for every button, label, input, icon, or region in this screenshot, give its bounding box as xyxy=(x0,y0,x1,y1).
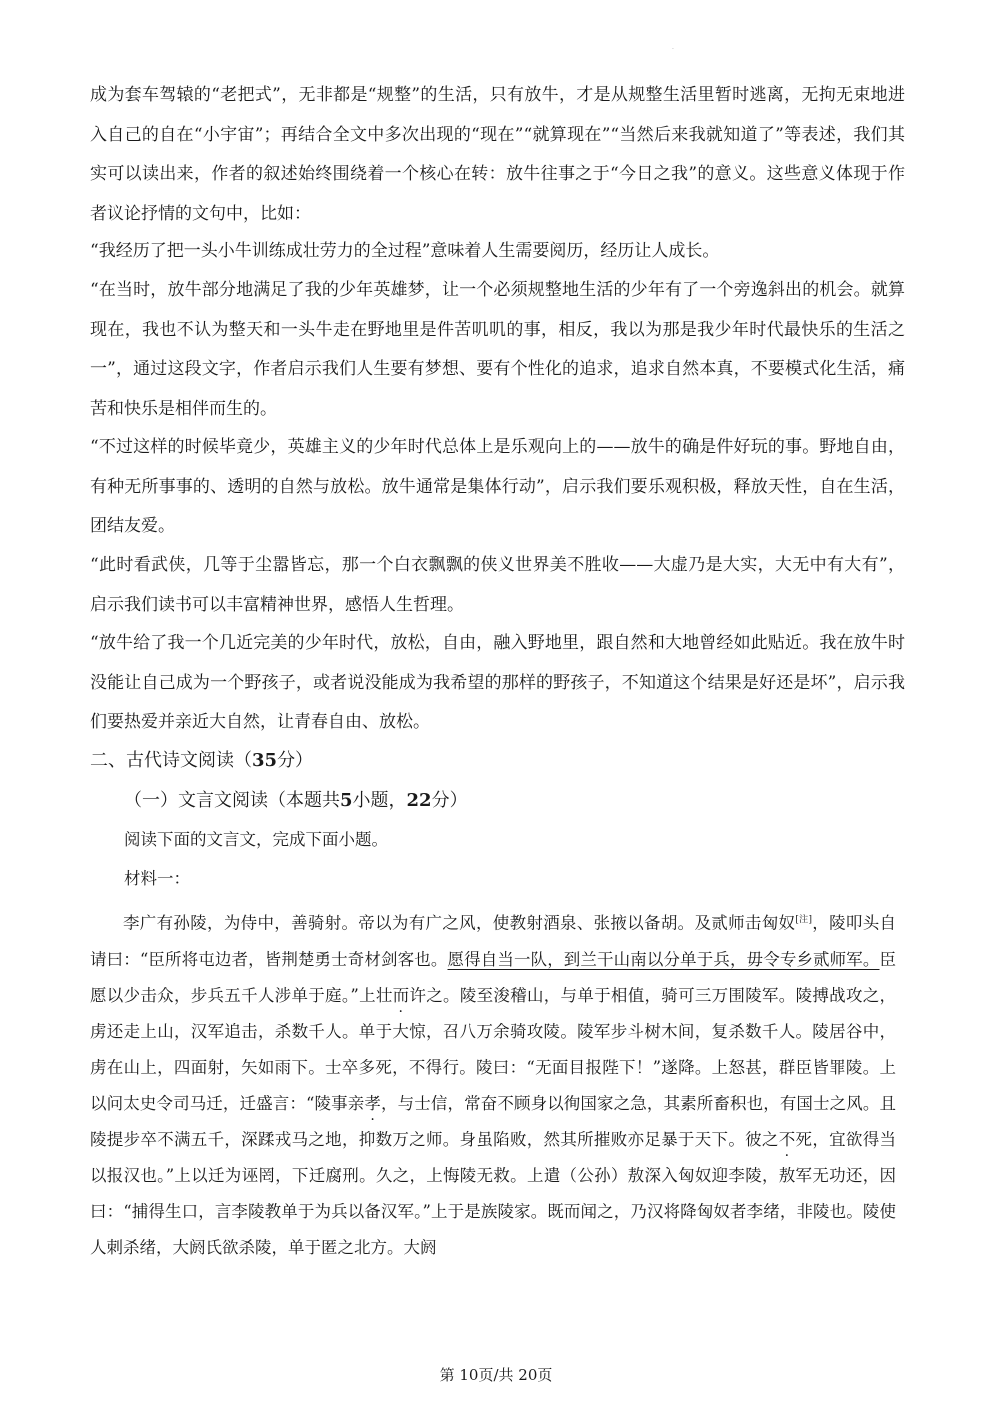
emphasized-character-2: 亲 xyxy=(347,1093,365,1113)
analysis-paragraph-1: 成为套车驾辕的“老把式”，无非都是“规整”的生活，只有放牛，才是从规整生活里暂时逃离，无拘无束地进入自己的自在“小宇宙”；再结合全文中多次出现的“现在”“就算现在”“当然后来我就知道了”等表述，我们其实可以读出来，作者的叙述始终围绕着一个核心在转：放牛往事之于“今日之我”的意义。这些意义体现于作者议论抒情的文句中，比如： xyxy=(90,85,905,224)
subsection-heading-suffix: 分） xyxy=(431,790,468,811)
section-heading-score: 35 xyxy=(252,750,278,771)
subsection-score: 22 xyxy=(406,790,432,811)
passage-segment-2: ，陵叩头自请曰：“臣所将屯边者，皆荆楚勇士奇材剑客也。 xyxy=(90,913,897,969)
scan-mark: · xyxy=(672,46,674,53)
section-heading-suffix: 分） xyxy=(277,750,314,771)
passage-segment-3: 臣愿以少击众，步兵五千人涉单于庭。”上 xyxy=(90,949,897,1005)
section-heading-prefix: 二、古代诗文阅读（ xyxy=(90,750,252,771)
footnote-marker: [注] xyxy=(795,915,812,925)
passage-segment-1: 李广有孙陵，为侍中，善骑射。帝以为有广之风，使教射酒泉、张掖以备胡。及贰师击匈奴 xyxy=(123,913,796,933)
section-heading xyxy=(90,746,313,772)
subsection-heading-mid: 小题， xyxy=(352,790,407,811)
analysis-paragraph-2: “我经历了把一头小牛训练成壮劳力的全过程”意味着人生需要阅历，经历让人成长。 xyxy=(90,241,720,261)
page-footer: 第 10页/共 20页 xyxy=(439,1366,553,1384)
analysis-paragraph-4: “不过这样的时候毕竟少，英雄主义的少年时代总体上是乐观向上的——放牛的确是件好玩的事。野地自由，有种无所事事的、透明的自然与放松。放牛通常是集体行动”，启示我们要乐观积极，释放天性，自在生活，团结友爱。 xyxy=(90,437,905,536)
subsection-heading-prefix: （一）文言文阅读（本题共 xyxy=(124,790,340,811)
underlined-sentence: 愿得自当一队，到兰干山南以分单于兵，毋令专乡贰师军。 xyxy=(447,949,880,969)
reading-instruction: 阅读下面的文言文，完成下面小题。 xyxy=(124,830,388,849)
analysis-paragraph-3: “在当时，放牛部分地满足了我的少年英雄梦，让一个必须规整地生活的少年有了一个旁逸斜出的机会。就算现在，我也不认为整天和一头牛走在野地里是件苦叽叽的事，相反，我以为那是我少年时代最快乐的生活之一”，通过这段文字，作者启示我们人生要有梦想、要有个性化的追求，追求自然本真，不要模式化生活，痛苦和快乐是相伴而生的。 xyxy=(90,280,905,419)
material-label: 材料一： xyxy=(124,869,190,888)
passage-segment-6: 不死，宜欲得当以报汉也。”上以迁为诬罔，下迁腐刑。久之，上悔陵无救。上遣（公孙）敖深入匈奴迎李陵，敖军无功还，因曰：“捕得生口，言李陵教单于为兵以备汉军。”上于是族陵家。既而闻之，乃汉将降匈奴者李绪，非陵也。陵使人刺杀绪，大阏氏欲杀陵，单于匿之北方。大阏 xyxy=(90,1129,897,1257)
analysis-paragraph-5: “此时看武侠，几等于尘嚣皆忘，那一个白衣飘飘的侠义世界美不胜收——大虚乃是大实，大无中有大有”，启示我们读书可以丰富精神世界，感悟人生哲理。 xyxy=(90,555,905,615)
emphasized-character-1: 壮 xyxy=(375,985,393,1005)
emphasized-character-3: 之 xyxy=(761,1129,779,1149)
subsection-question-count: 5 xyxy=(340,790,353,811)
passage-segment-4: 而许之。陵至浚稽山，与单于相值，骑可三万围陵军。陵搏战攻之，虏还走上山，汉军追击，杀数千人。单于大惊，召八万余骑攻陵。陵军步斗树木间，复杀数千人。陵居谷中，虏在山上，四面射，矢如雨下。士卒多死，不得行。陵曰：“无面目报陛下！”遂降。上怒甚，群臣皆罪陵。上以问太史令司马迁，迁盛言：“陵事 xyxy=(90,985,897,1113)
analysis-paragraph-6: “放牛给了我一个几近完美的少年时代，放松，自由，融入野地里，跟自然和大地曾经如此贴近。我在放牛时没能让自己成为一个野孩子，或者说没能成为我希望的那样的野孩子，不知道这个结果是好还是坏”，启示我们要热爱并亲近大自然，让青春自由、放松。 xyxy=(90,633,905,732)
classical-passage xyxy=(90,902,896,1266)
subsection-heading xyxy=(124,786,468,812)
passage-segment-5: 孝，与士信，常奋不顾身以徇国家之急，其素所畜积也，有国士之风。且陵提步卒不满五千，深蹂戎马之地，抑数万之师。身虽陷败，然其所摧败亦足暴于天下。彼 xyxy=(90,1093,897,1149)
